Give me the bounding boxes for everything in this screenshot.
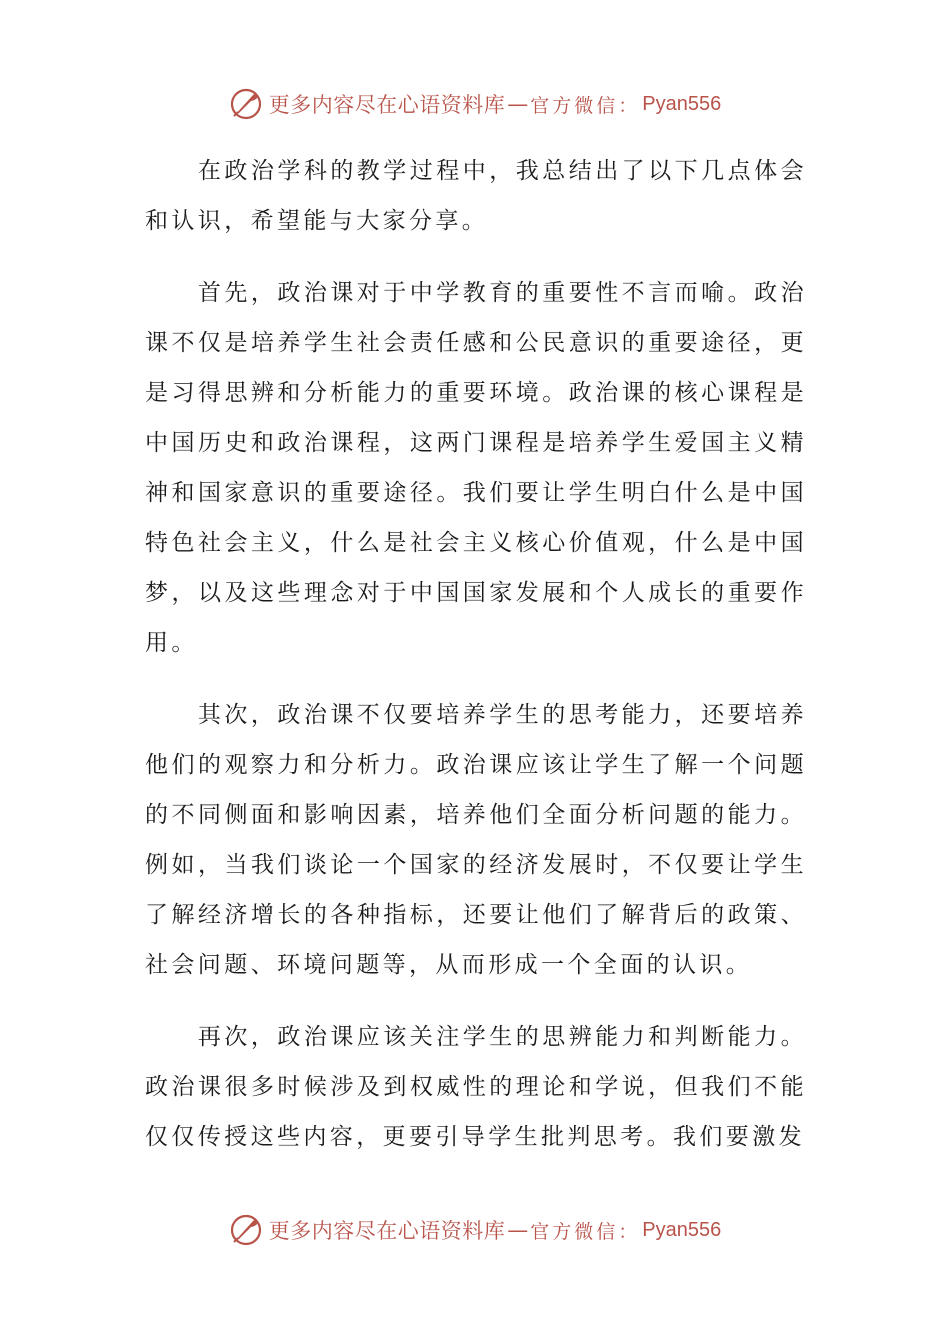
watermark-wechat-id: Pyan556 — [642, 1218, 722, 1241]
watermark-wechat-label: 官方微信： — [530, 1220, 641, 1243]
watermark-brand-text: 更多内容尽在心语资料库 — [268, 93, 506, 117]
quill-pen-logo-icon — [229, 1213, 263, 1247]
document-body — [145, 146, 807, 1184]
paragraph-2: 首先，政治课对于中学教育的重要性不言而喻。政治课不仅是培养学生社会责任感和公民意识的重要途径，更是习得思辨和分析能力的重要环境。政治课的核心课程是中国历史和政治课程，这两门课程是培养学生爱国主义精神和国家意识的重要途径。我们要让学生明白什么是中国特色社会主义，什么是社会主义核心价值观，什么是中国梦，以及这些理念对于中国国家发展和个人成长的重要作用。 — [145, 280, 807, 656]
paragraph-4: 再次，政治课应该关注学生的思辨能力和判断能力。政治课很多时候涉及到权威性的理论和学说，但我们不能仅仅传授这些内容，更要引导学生批判思考。我们要激发 — [145, 1024, 807, 1150]
quill-pen-logo-icon — [229, 87, 263, 121]
paragraph-3: 其次，政治课不仅要培养学生的思考能力，还要培养他们的观察力和分析力。政治课应该让学生了解一个问题的不同侧面和影响因素，培养他们全面分析问题的能力。例如，当我们谈论一个国家的经济发展时，不仅要让学生了解经济增长的各种指标，还要让他们了解背后的政策、社会问题、环境问题等，从而形成一个全面的认识。 — [145, 702, 807, 978]
watermark-dash: — — [507, 92, 529, 116]
paragraph-1: 在政治学科的教学过程中，我总结出了以下几点体会和认识，希望能与大家分享。 — [145, 158, 807, 234]
watermark-brand-text: 更多内容尽在心语资料库 — [268, 1219, 506, 1243]
watermark-dash: — — [507, 1218, 529, 1242]
watermark-wechat-label: 官方微信： — [530, 94, 641, 117]
footer-watermark — [0, 1212, 950, 1248]
header-watermark — [0, 86, 950, 122]
watermark-wechat-id: Pyan556 — [642, 92, 722, 115]
